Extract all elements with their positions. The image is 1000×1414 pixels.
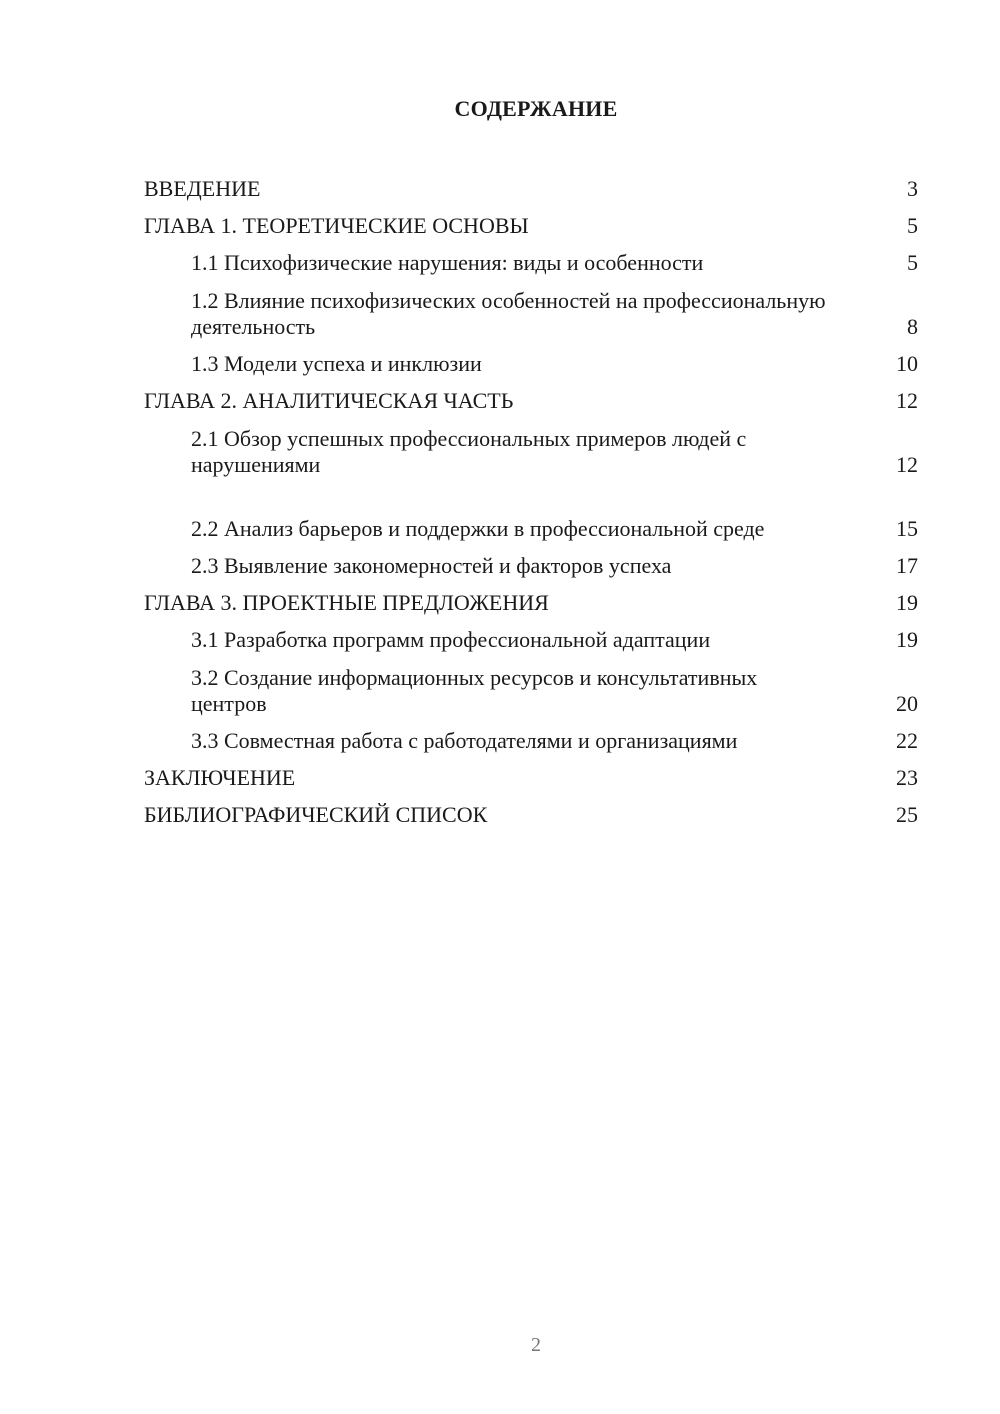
table-of-contents (144, 170, 918, 833)
toc-entry-label: 3.3 Совместная работа с работодателями и организациями (191, 727, 738, 753)
toc-entry-label: 1.2 Влияние психофизических особенностей на профессиональную деятельность (191, 288, 826, 339)
toc-entry-page: 19 (896, 626, 918, 652)
toc-entry-label: 3.2 Создание информационных ресурсов и консультативных центров (191, 665, 758, 716)
toc-entry-label: 2.3 Выявление закономерностей и факторов успеха (191, 552, 672, 578)
toc-entry-section-2-1[interactable] (144, 419, 918, 483)
toc-entry-page: 3 (907, 175, 918, 201)
toc-entry-section-1-2[interactable] (144, 281, 918, 345)
toc-entry-page: 25 (896, 801, 918, 827)
toc-entry-label: 3.1 Разработка программ профессиональной адаптации (191, 626, 711, 652)
toc-entry-page: 15 (896, 516, 918, 541)
toc-entry-page: 12 (896, 387, 918, 413)
toc-entry-label: 2.1 Обзор успешных профессиональных примеров людей с нарушениями (191, 426, 747, 477)
toc-entry-label: 1.1 Психофизические нарушения: виды и особенности (191, 249, 704, 275)
toc-entry-conclusion[interactable] (144, 759, 918, 796)
toc-entry-chapter-3[interactable] (144, 584, 918, 621)
toc-entry-page: 5 (907, 212, 918, 238)
toc-entry-section-3-3[interactable] (144, 722, 918, 759)
toc-entry-section-3-1[interactable] (144, 621, 918, 658)
toc-entry-page: 12 (896, 452, 918, 477)
toc-entry-page: 5 (907, 249, 918, 275)
toc-entry-page: 23 (896, 764, 918, 790)
page-title: СОДЕРЖАНИЕ (454, 96, 618, 121)
toc-entry-section-3-2[interactable] (144, 658, 918, 722)
toc-entry-page: 17 (896, 552, 918, 578)
toc-entry-chapter-2[interactable] (144, 382, 918, 419)
toc-entry-label: 2.2 Анализ барьеров и поддержки в профессиональной среде (191, 516, 765, 541)
toc-entry-label: ВВЕДЕНИЕ (144, 175, 261, 201)
toc-entry-label: БИБЛИОГРАФИЧЕСКИЙ СПИСОК (144, 801, 488, 827)
toc-entry-page: 20 (896, 691, 918, 716)
toc-entry-label: 1.3 Модели успеха и инклюзии (191, 350, 482, 376)
toc-entry-page: 10 (896, 350, 918, 376)
toc-entry-label: ГЛАВА 2. АНАЛИТИЧЕСКАЯ ЧАСТЬ (144, 387, 514, 413)
toc-entry-section-1-1[interactable] (144, 244, 918, 281)
toc-entry-section-2-3[interactable] (144, 547, 918, 584)
toc-entry-bibliography[interactable] (144, 796, 918, 833)
toc-entry-label: ЗАКЛЮЧЕНИЕ (144, 764, 296, 790)
toc-entry-label: ГЛАВА 3. ПРОЕКТНЫЕ ПРЕДЛОЖЕНИЯ (144, 589, 549, 615)
page-number: 2 (531, 1334, 541, 1356)
toc-entry-introduction[interactable] (144, 170, 918, 207)
toc-entry-page: 8 (907, 314, 918, 339)
toc-entry-page: 19 (896, 589, 918, 615)
toc-entry-section-1-3[interactable] (144, 345, 918, 382)
toc-entry-label: ГЛАВА 1. ТЕОРЕТИЧЕСКИЕ ОСНОВЫ (144, 212, 529, 238)
toc-entry-section-2-2[interactable] (144, 483, 918, 547)
toc-entry-page: 22 (896, 727, 918, 753)
toc-entry-chapter-1[interactable] (144, 207, 918, 244)
